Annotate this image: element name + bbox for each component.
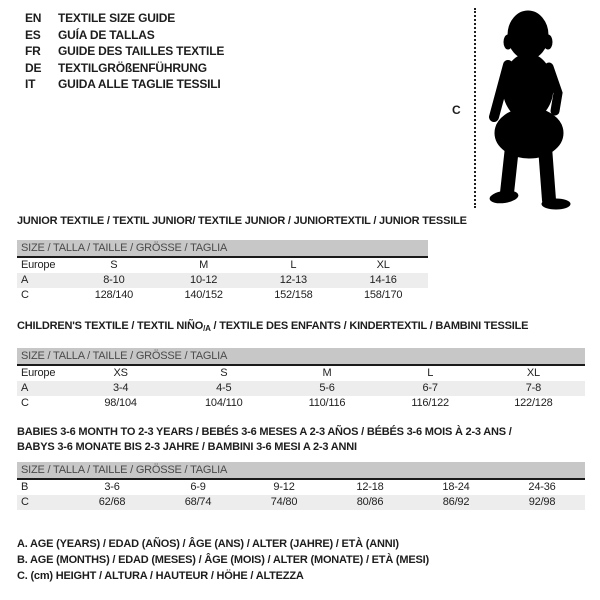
note-line-b: B. AGE (MONTHS) / EDAD (MESES) / ÂGE (MOIS) / ALTER (MONATE) / ETÀ (MESI): [17, 554, 429, 566]
size-cell: XL: [376, 259, 390, 271]
size-cell: M: [199, 259, 209, 271]
size-cell: 68/74: [155, 495, 241, 510]
note-line-a: A. AGE (YEARS) / EDAD (AÑOS) / ÂGE (ANS) / ALTER (JAHRE) / ETÀ (ANNI): [17, 538, 399, 550]
babies-section-title-line2: BABYS 3-6 MONATE BIS 2-3 JAHRE / BAMBINI 3-6 MESI A 2-3 ANNI: [17, 441, 357, 453]
height-measure-label: C: [452, 103, 461, 117]
table-row: [17, 495, 585, 510]
size-cell: 62/68: [69, 495, 155, 510]
size-cell: 6-7: [379, 381, 482, 396]
language-title: GUIDA ALLE TAGLIE TESSILI: [58, 77, 221, 91]
language-row: [25, 27, 224, 44]
language-row: [25, 43, 224, 60]
children-title-text: / TEXTILE DES ENFANTS / KINDERTEXTIL / BAMBINI TESSILE: [210, 320, 529, 332]
size-cell: S: [110, 259, 118, 271]
size-cell: 3-4: [69, 381, 172, 396]
note-line-c: C. (cm) HEIGHT / ALTURA / HAUTEUR / HÖHE / ALTEZZA: [17, 570, 304, 582]
size-cell: 74/80: [241, 495, 327, 510]
table-row: [17, 257, 428, 273]
babies-section-title-line1: BABIES 3-6 MONTH TO 2-3 YEARS / BEBÉS 3-6 MESES A 2-3 AÑOS / BÉBÉS 3-6 MOIS À 2-3 ANS /: [17, 426, 512, 438]
size-cell: 8-10: [69, 273, 159, 288]
size-cell: 92/98: [499, 495, 585, 510]
size-cell: 6-9: [190, 481, 206, 493]
table-row: [17, 365, 585, 381]
size-cell: 5-6: [275, 381, 378, 396]
size-header-row: [17, 462, 585, 479]
junior-size-table: [17, 240, 428, 303]
language-row: [25, 60, 224, 77]
size-header: SIZE / TALLA / TAILLE / GRÖSSE / TAGLIA: [17, 462, 585, 479]
size-cell: 24-36: [528, 481, 556, 493]
size-cell: 10-12: [159, 273, 249, 288]
size-cell: 128/140: [94, 289, 134, 301]
language-code: EN: [25, 11, 42, 25]
size-cell: 116/122: [411, 397, 449, 409]
size-cell: 104/110: [205, 397, 243, 409]
language-list: [25, 10, 224, 93]
language-title: GUIDE DES TAILLES TEXTILE: [58, 44, 225, 58]
height-measure-dotted-line: [474, 8, 476, 208]
size-cell: 7-8: [482, 381, 585, 396]
row-label-cell: C: [21, 289, 29, 301]
table-row: [17, 288, 428, 303]
size-cell: L: [290, 259, 297, 271]
size-cell: L: [427, 367, 434, 379]
size-cell: 122/128: [514, 397, 553, 409]
size-cell: 12-18: [356, 481, 384, 493]
size-cell: 140/152: [184, 289, 223, 301]
table-row: [17, 479, 585, 495]
language-title: GUÍA DE TALLAS: [58, 27, 155, 42]
size-cell: 4-5: [172, 381, 275, 396]
size-cell: 158/170: [363, 289, 403, 301]
children-title-text: CHILDREN'S TEXTILE / TEXTIL NIÑO: [17, 320, 204, 332]
row-label-cell: A: [17, 273, 69, 288]
size-cell: M: [322, 367, 332, 379]
size-header: SIZE / TALLA / TAILLE / GRÖSSE / TAGLIA: [17, 240, 428, 257]
junior-section-title: JUNIOR TEXTILE / TEXTIL JUNIOR/ TEXTILE JUNIOR / JUNIORTEXTIL / JUNIOR TESSILE: [17, 215, 467, 227]
size-header-row: [17, 240, 428, 257]
language-row: [25, 76, 224, 93]
language-code: ES: [25, 27, 41, 42]
size-cell: 14-16: [338, 273, 428, 288]
language-code: IT: [25, 77, 36, 91]
size-cell: XS: [113, 367, 128, 379]
language-row: [25, 10, 224, 27]
row-label-cell: Europe: [21, 367, 56, 379]
size-cell: 3-6: [104, 481, 120, 493]
children-size-table: [17, 348, 585, 411]
legend-notes: [17, 536, 429, 584]
size-header-row: [17, 348, 585, 365]
size-cell: 86/92: [413, 495, 499, 510]
table-row: [17, 273, 428, 288]
language-code: DE: [25, 60, 42, 75]
language-title: TEXTILGRÖßENFÜHRUNG: [58, 60, 207, 75]
size-cell: 152/158: [274, 289, 313, 301]
language-code: FR: [25, 44, 41, 58]
children-section-title: [17, 320, 528, 333]
table-row: [17, 396, 585, 411]
size-cell: XL: [526, 367, 540, 379]
size-cell: 110/116: [308, 397, 346, 409]
row-label-cell: C: [21, 397, 29, 409]
size-cell: 98/104: [104, 397, 137, 409]
size-cell: 12-13: [249, 273, 339, 288]
row-label-cell: B: [21, 481, 29, 493]
row-label-cell: A: [17, 381, 69, 396]
size-cell: 18-24: [442, 481, 470, 493]
row-label-cell: C: [17, 495, 69, 510]
language-title: TEXTILE SIZE GUIDE: [58, 11, 176, 25]
row-label-cell: Europe: [21, 259, 56, 271]
size-header: SIZE / TALLA / TAILLE / GRÖSSE / TAGLIA: [17, 348, 585, 365]
baby-silhouette-image: [488, 5, 600, 210]
size-cell: S: [220, 367, 228, 379]
size-cell: 9-12: [273, 481, 295, 493]
size-cell: 80/86: [327, 495, 413, 510]
children-title-subscript: /A: [203, 324, 211, 333]
babies-size-table: [17, 462, 585, 510]
table-row: [17, 381, 585, 396]
